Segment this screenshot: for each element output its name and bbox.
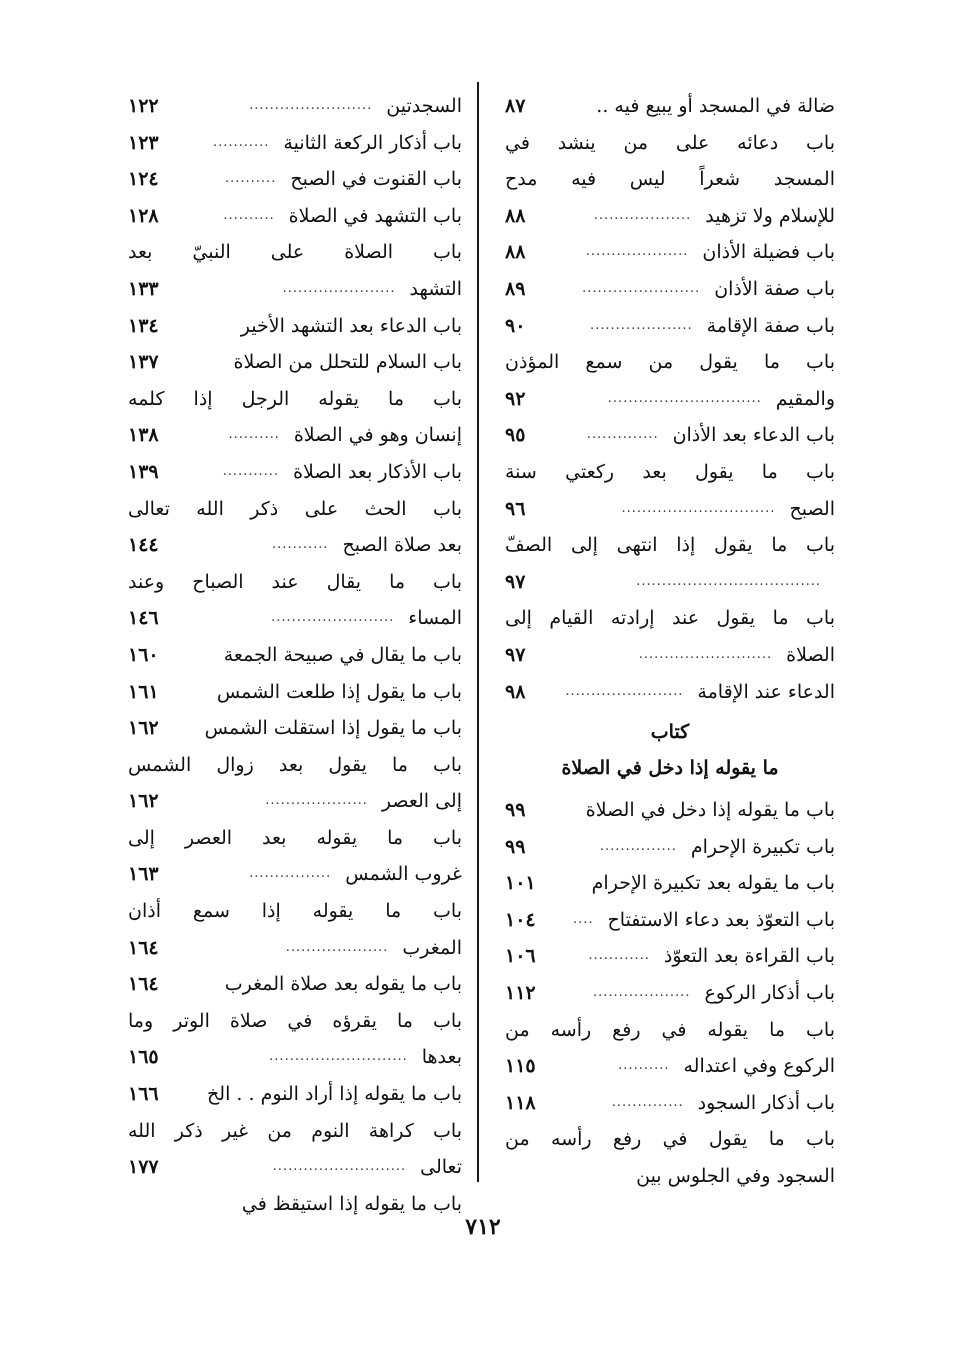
toc-entry-line	[128, 747, 462, 784]
toc-page-number: ١٤٦	[128, 607, 159, 630]
leader-dots: .......................	[582, 280, 701, 296]
toc-page-number: ٩٥	[505, 424, 526, 447]
toc-entry	[128, 674, 462, 711]
toc-entry	[505, 1085, 835, 1122]
toc-entry	[128, 381, 462, 454]
toc-entry-text: باب الصلاة على النبيّ بعد	[128, 241, 462, 264]
toc-entry	[128, 1003, 462, 1076]
toc-page-number: ٩٨	[505, 680, 526, 703]
toc-entry-line	[505, 308, 835, 345]
toc-entry-line	[505, 564, 835, 601]
toc-entry-line	[128, 1113, 462, 1150]
toc-entry	[505, 975, 835, 1012]
leader-dots: ...........	[222, 463, 280, 479]
leader-dots: ............	[588, 948, 650, 964]
toc-page-number: ١٣٣	[128, 277, 159, 300]
leader-dots: ...........	[212, 134, 270, 150]
toc-entry-line	[505, 1158, 835, 1195]
toc-entry-line	[505, 865, 835, 902]
toc-page-number: ٩٩	[505, 835, 526, 858]
toc-page-number: ١٢٢	[128, 95, 159, 117]
toc-entry	[128, 564, 462, 637]
toc-page-number: ٩٦	[505, 497, 526, 520]
toc-entry-line	[505, 902, 835, 939]
toc-entry-text: باب ما يقول إذا انتهى إلى الصفّ	[505, 534, 835, 557]
toc-entry-text: باب ما يقال في صبيحة الجمعة	[223, 643, 462, 666]
toc-entry-text: باب السلام للتحلل من الصلاة	[233, 351, 462, 374]
leader-dots: ...............	[599, 838, 677, 854]
toc-entry-text: غروب الشمس	[345, 863, 462, 886]
toc-entry	[505, 674, 835, 711]
toc-entry	[128, 1076, 462, 1113]
toc-entry-text: باب الدعاء بعد الأذان	[672, 424, 835, 447]
toc-column-left	[128, 88, 462, 1222]
toc-entry-text: باب ما يقول إذا استقلت الشمس	[204, 717, 462, 740]
leader-dots: ......................	[282, 280, 396, 296]
toc-entry-line	[505, 234, 835, 271]
toc-page-number: ١٢٤	[128, 168, 159, 191]
column-divider	[477, 82, 479, 1182]
toc-entry-text: باب فضيلة الأذان	[702, 241, 835, 264]
toc-entry-text: باب التشهد في الصلاة	[288, 204, 462, 227]
toc-page-number: ٨٩	[505, 277, 526, 300]
toc-entry-text: باب ما يقوله بعد صلاة المغرب	[224, 973, 462, 996]
toc-entry	[505, 527, 835, 600]
toc-entry-text: باب ما يقوله بعد تكبيرة الإحرام	[591, 872, 835, 895]
toc-entry	[128, 966, 462, 1003]
toc-entry-text: باب أذكار السجود	[697, 1091, 835, 1114]
toc-entry-text: باب ما يقوله إذا استيقظ في	[241, 1192, 462, 1215]
toc-entry-line	[128, 381, 462, 418]
toc-page-number: ٩٠	[505, 314, 526, 337]
toc-entry-line	[505, 271, 835, 308]
toc-entry-line	[128, 637, 462, 674]
leader-dots: ...........................	[269, 1049, 408, 1065]
toc-entry-line	[128, 88, 462, 125]
toc-page-number: ١٣٨	[128, 424, 159, 447]
toc-entry-line	[128, 674, 462, 711]
toc-entry-text: باب ما يقال عند الصباح وعند	[128, 570, 462, 593]
toc-entry-text: المغرب	[402, 936, 462, 959]
leader-dots: ..........	[225, 171, 277, 187]
toc-entry-text: باب ما يقول بعد زوال الشمس	[128, 753, 462, 776]
toc-page-number: ١٠٦	[505, 945, 536, 968]
leader-dots: ..........	[223, 207, 275, 223]
toc-entry-text: التشهد	[409, 277, 462, 300]
toc-entry	[128, 161, 462, 198]
toc-entry-line	[128, 198, 462, 235]
leader-dots: ..........	[228, 427, 280, 443]
leader-dots: ..........................	[272, 1159, 407, 1175]
toc-entry-text: السجدتين	[386, 95, 462, 117]
toc-entry-text: باب صفة الإقامة	[706, 314, 835, 337]
toc-entry-line	[505, 1048, 835, 1085]
toc-entry	[505, 125, 835, 235]
toc-entry	[128, 454, 462, 491]
toc-entry-line	[128, 820, 462, 857]
toc-page-number: ١٣٤	[128, 314, 159, 337]
leader-dots: ..........	[618, 1058, 670, 1074]
toc-entry-text: باب الحث على ذكر الله تعالى	[128, 497, 462, 520]
toc-entry-text: باب ما يقول عند إرادته القيام إلى	[505, 607, 835, 630]
toc-entry	[505, 88, 835, 125]
toc-page-number: ١٣٧	[128, 351, 159, 374]
toc-entries	[128, 88, 462, 1222]
toc-page-number: ١٦٦	[128, 1083, 159, 1106]
toc-page-number: ٩٩	[505, 799, 526, 822]
toc-page-number: ١٠٤	[505, 908, 536, 931]
toc-entry	[128, 198, 462, 235]
toc-entry-text: إلى العصر	[381, 790, 462, 813]
toc-entry-text: إنسان وهو في الصلاة	[293, 424, 462, 447]
toc-entry-line	[128, 454, 462, 491]
toc-entry-text: بعد صلاة الصبح	[342, 534, 462, 557]
toc-entry-text: باب ما يقوله إذا دخل في الصلاة	[585, 799, 835, 822]
toc-entry-text: باب ما يقول إذا طلعت الشمس	[216, 680, 462, 703]
toc-entry-line	[128, 1149, 462, 1186]
toc-page-number: ١٦١	[128, 680, 159, 703]
leader-dots: ..............	[611, 1094, 684, 1110]
toc-entry	[128, 747, 462, 820]
toc-entry	[505, 417, 835, 454]
toc-entry-line	[128, 161, 462, 198]
toc-entries-top	[505, 88, 835, 710]
toc-page-number: ١٧٧	[128, 1156, 159, 1179]
toc-entry	[505, 308, 835, 345]
toc-entry-text: للإسلام ولا تزهيد	[705, 204, 835, 227]
toc-entry-line	[128, 564, 462, 601]
toc-entry-text: باب ما يقوله إذا سمع أذان	[128, 900, 462, 923]
toc-entry-line	[128, 271, 462, 308]
toc-entry-line	[505, 674, 835, 711]
toc-entry	[128, 344, 462, 381]
toc-entry-line	[505, 417, 835, 454]
toc-entry	[505, 271, 835, 308]
leader-dots: .......................	[565, 683, 684, 699]
toc-entry-line	[505, 527, 835, 564]
toc-entry	[505, 865, 835, 902]
toc-entry-text: باب الأذكار بعد الصلاة	[293, 460, 462, 483]
toc-column-right	[505, 88, 835, 1195]
toc-entry	[128, 88, 462, 125]
toc-entry	[505, 902, 835, 939]
toc-entry-line	[505, 198, 835, 235]
toc-entry-text: باب صفة الأذان	[714, 277, 835, 300]
toc-entry-text: باب ما يقوله في رفع رأسه من	[505, 1018, 835, 1041]
toc-entry-text: والمقيم	[775, 387, 835, 410]
leader-dots: ....	[572, 911, 594, 927]
toc-entry-text: باب أذكار الركوع	[704, 982, 835, 1005]
toc-entry-line	[128, 710, 462, 747]
toc-entry-text: باب القنوت في الصبح	[290, 168, 462, 191]
toc-entry	[128, 125, 462, 162]
toc-entry-text: باب ما يقرؤه في صلاة الوتر وما	[128, 1009, 462, 1032]
toc-entry	[128, 893, 462, 966]
toc-page-number: ١٦٤	[128, 936, 159, 959]
leader-dots: ........................	[271, 610, 395, 626]
toc-entry-text: المساء	[408, 607, 462, 630]
toc-page-number: ٨٨	[505, 204, 526, 227]
toc-entry-text: باب أذكار الركعة الثانية	[283, 131, 462, 154]
toc-entry	[505, 792, 835, 829]
toc-page-number: ١١٥	[505, 1055, 536, 1078]
toc-entry	[505, 344, 835, 417]
toc-page-number: ٩٢	[505, 387, 526, 410]
toc-page-number: ١٦٢	[128, 717, 159, 740]
toc-page-number: ١٦٤	[128, 973, 159, 996]
toc-entry-line	[128, 600, 462, 637]
toc-entry-line	[128, 491, 462, 528]
leader-dots: ..............................	[607, 390, 762, 406]
toc-entry-line	[128, 527, 462, 564]
toc-entry-line	[505, 829, 835, 866]
toc-entry-text: باب ما يقول من سمع المؤذن	[505, 351, 835, 374]
toc-entry-line	[505, 1121, 835, 1158]
toc-entry-text: بعدها	[421, 1046, 462, 1069]
leader-dots: ....................	[590, 317, 693, 333]
toc-entry-line	[128, 1039, 462, 1076]
toc-entry-text: ضالة في المسجد أو يبيع فيه ..	[596, 95, 835, 117]
leader-dots: ..........................	[638, 646, 773, 662]
toc-entry-line	[505, 88, 835, 125]
toc-entry-line	[128, 783, 462, 820]
toc-entry-line	[128, 1076, 462, 1113]
toc-entry-line	[505, 125, 835, 162]
toc-page-number: ١٦٣	[128, 863, 159, 886]
toc-entry	[128, 710, 462, 747]
toc-entry-text: باب التعوّذ بعد دعاء الاستفتاح	[607, 908, 835, 931]
toc-page-number: ١٤٤	[128, 534, 159, 557]
toc-entries-bottom	[505, 792, 835, 1195]
toc-entry-line	[505, 637, 835, 674]
toc-entry	[128, 308, 462, 345]
leader-dots: ...........	[272, 537, 329, 553]
toc-entry-text: باب ما يقوله إذا أراد النوم . . الخ	[207, 1083, 462, 1106]
section-heading-kitab: كتاب	[650, 721, 690, 744]
toc-entry-line	[505, 344, 835, 381]
toc-entry-text: باب ما يقوله بعد العصر إلى	[128, 826, 462, 849]
toc-entry-text: باب دعائه على من ينشد في	[505, 131, 835, 154]
leader-dots: ..............................	[621, 500, 776, 516]
toc-page-number: ١٠١	[505, 872, 536, 895]
toc-entry-text: باب ما يقوله الرجل إذا كلمه	[128, 387, 462, 410]
toc-entry-text: باب ما يقول في رفع رأسه من	[505, 1128, 835, 1151]
toc-entry-line	[505, 792, 835, 829]
toc-entry	[505, 600, 835, 673]
toc-entry-line	[505, 1085, 835, 1122]
toc-entry-text: باب القراءة بعد التعوّذ	[663, 945, 835, 968]
toc-entry	[128, 491, 462, 564]
toc-entry-line	[505, 161, 835, 198]
toc-page-number: ١١٢	[505, 982, 536, 1005]
toc-entry-line	[128, 966, 462, 1003]
toc-entry-text: السجود وفي الجلوس بين	[636, 1165, 835, 1188]
toc-page-number: ١١٨	[505, 1091, 536, 1114]
toc-entry-line	[128, 417, 462, 454]
toc-entry-text: الصلاة	[786, 643, 835, 666]
section-heading	[505, 710, 835, 792]
toc-entry-line	[505, 454, 835, 491]
toc-entry-text: تعالى	[420, 1156, 462, 1179]
toc-entry	[505, 1121, 835, 1194]
toc-entry-text: باب الدعاء بعد التشهد الأخير	[240, 314, 462, 337]
leader-dots: ..............	[586, 427, 659, 443]
toc-entry-line	[128, 344, 462, 381]
toc-entry-line	[128, 234, 462, 271]
toc-entry	[128, 234, 462, 307]
toc-page-number: ١٦٥	[128, 1046, 159, 1069]
toc-page-number: ١٢٣	[128, 131, 159, 154]
toc-entry-line	[128, 930, 462, 967]
toc-page-number: ١٦٠	[128, 643, 159, 666]
toc-entry-line	[128, 308, 462, 345]
toc-entry-line	[505, 381, 835, 418]
leader-dots: ....................	[265, 793, 368, 809]
toc-entry-line	[128, 856, 462, 893]
toc-entry-text: المسجد شعراً ليس فيه مدح	[505, 168, 835, 191]
toc-entry-line	[505, 1012, 835, 1049]
leader-dots: ................	[249, 866, 332, 882]
toc-entry-text: باب كراهة النوم من غير ذكر الله	[128, 1119, 462, 1142]
toc-page-number: ١٦٢	[128, 790, 159, 813]
toc-entry-text: الدعاء عند الإقامة	[697, 680, 835, 703]
leader-dots: ...................	[592, 985, 691, 1001]
leader-dots: ....................................	[636, 573, 821, 589]
toc-entry	[128, 1113, 462, 1186]
leader-dots: ....................	[285, 939, 389, 955]
toc-entry-line	[128, 125, 462, 162]
page-number: ٧١٢	[465, 1214, 501, 1240]
toc-page-number: ٨٧	[505, 95, 526, 117]
toc-page-number: ٨٨	[505, 241, 526, 264]
toc-entry-text: باب ما يقول بعد ركعتي سنة	[505, 460, 835, 483]
toc-entry-line	[128, 893, 462, 930]
toc-entry	[505, 829, 835, 866]
leader-dots: ...................	[593, 207, 692, 223]
section-heading-title: ما يقوله إذا دخل في الصلاة	[561, 757, 779, 780]
toc-entry	[505, 938, 835, 975]
toc-entry-line	[128, 1003, 462, 1040]
leader-dots: ........................	[249, 98, 373, 113]
toc-entry	[505, 454, 835, 527]
toc-page-number: ٩٧	[505, 570, 526, 593]
toc-entry	[128, 637, 462, 674]
leader-dots: ....................	[585, 244, 689, 260]
toc-entry-line	[505, 600, 835, 637]
toc-entry-text: باب تكبيرة الإحرام	[690, 835, 835, 858]
toc-entry	[505, 234, 835, 271]
toc-page-number: ١٢٨	[128, 204, 159, 227]
toc-entry-line	[505, 975, 835, 1012]
toc-entry-line	[505, 938, 835, 975]
toc-page-number: ٩٧	[505, 643, 526, 666]
toc-entry-line	[505, 491, 835, 528]
toc-entry-text: الركوع وفي اعتداله	[683, 1055, 835, 1078]
toc-entry	[128, 820, 462, 893]
toc-page-number: ١٣٩	[128, 460, 159, 483]
toc-entry-text: الصبح	[789, 497, 835, 520]
toc-entry	[505, 1012, 835, 1085]
